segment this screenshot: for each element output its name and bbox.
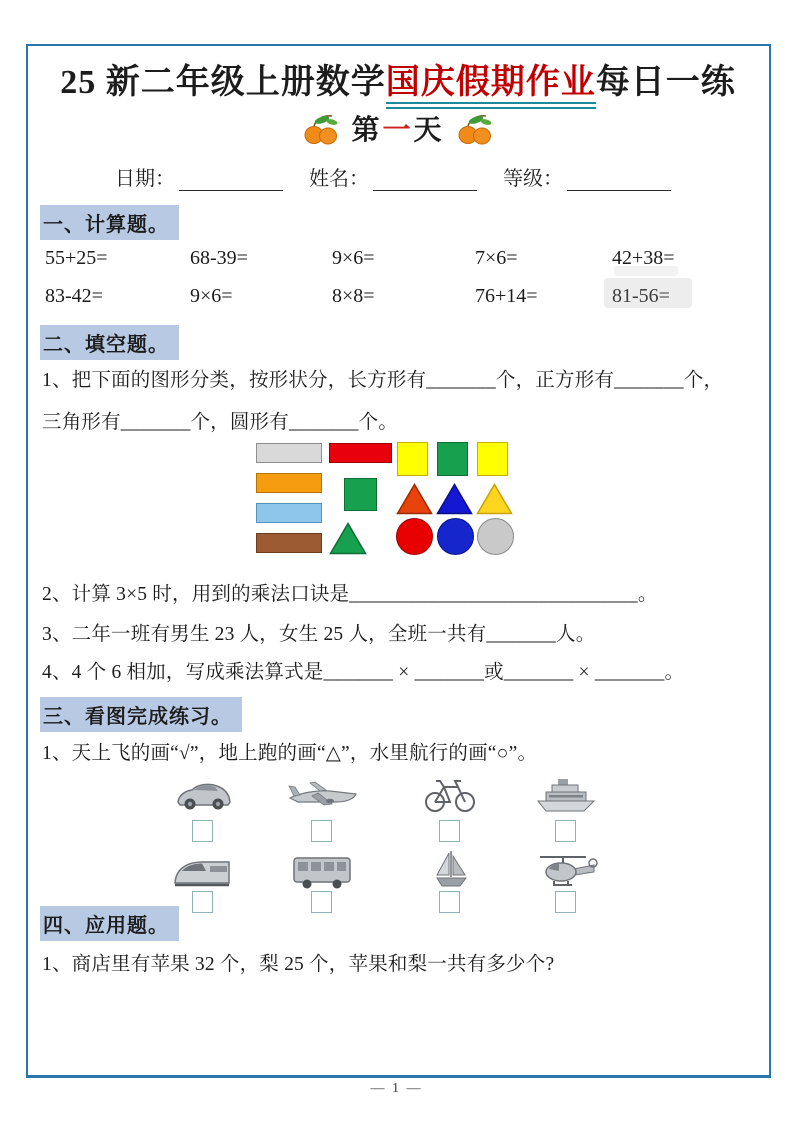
calc-problem: 9×6= bbox=[332, 247, 375, 269]
day-suffix: 天 bbox=[413, 115, 445, 146]
calc-problem: 9×6= bbox=[190, 285, 233, 307]
section-4-heading: 四、应用题。 bbox=[40, 906, 179, 941]
yellow-triangle-shape bbox=[476, 483, 513, 515]
blue-triangle-shape bbox=[436, 483, 473, 515]
oranges-icon bbox=[455, 110, 495, 146]
calc-problem: 68-39= bbox=[190, 247, 248, 269]
fill-q4: 4、4 个 6 相加，写成乘法算式是_______ × _______或_______ × _______。 bbox=[42, 662, 685, 683]
section-2-heading: 二、填空题。 bbox=[40, 325, 179, 360]
calc-problem: 42+38= bbox=[612, 247, 675, 269]
page-number: — 1 — bbox=[370, 1081, 423, 1096]
day-prefix: 第 bbox=[351, 115, 383, 146]
helicopter-image bbox=[524, 847, 608, 895]
section-1-heading: 一、计算题。 bbox=[40, 205, 179, 240]
answer-checkbox bbox=[192, 820, 213, 842]
sailboat-image bbox=[408, 847, 492, 895]
high-speed-train-image bbox=[161, 847, 245, 895]
airplane-image bbox=[280, 770, 364, 818]
orange-rectangle-shape bbox=[256, 473, 322, 493]
calc-problem: 7×6= bbox=[475, 247, 518, 269]
oranges-icon bbox=[301, 110, 341, 146]
red-triangle-shape bbox=[396, 483, 433, 515]
calc-problem: 81-56= bbox=[612, 285, 670, 307]
date-blank bbox=[179, 168, 283, 191]
calc-problem: 76+14= bbox=[475, 285, 538, 307]
lightblue-rectangle-shape bbox=[256, 503, 322, 523]
blue-circle-shape bbox=[437, 518, 474, 555]
cruise-ship-image bbox=[524, 770, 608, 818]
day-accent: 一 bbox=[382, 115, 414, 146]
bicycle-image bbox=[408, 770, 492, 818]
calc-problem: 8×8= bbox=[332, 285, 375, 307]
header-fields bbox=[115, 162, 715, 191]
gray-rectangle-shape bbox=[256, 443, 322, 463]
fill-q1-line2: 三角形有_______个，圆形有_______个。 bbox=[42, 412, 399, 433]
name-blank bbox=[373, 168, 477, 191]
name-field bbox=[309, 162, 477, 191]
answer-checkbox bbox=[555, 820, 576, 842]
grade-field bbox=[503, 162, 671, 191]
fill-q3: 3、二年一班有男生 23 人，女生 25 人，全班一共有_______人。 bbox=[42, 624, 596, 645]
answer-checkbox bbox=[555, 891, 576, 913]
date-field bbox=[115, 162, 283, 191]
page-title bbox=[26, 54, 770, 103]
calc-problem: 55+25= bbox=[45, 247, 108, 269]
answer-checkbox bbox=[192, 891, 213, 913]
brown-rectangle-shape bbox=[256, 533, 322, 553]
title-prefix: 25 新二年级上册数学 bbox=[60, 64, 386, 101]
green-square-middle-shape bbox=[344, 478, 377, 511]
answer-checkbox bbox=[439, 820, 460, 842]
section-3-heading: 三、看图完成练习。 bbox=[40, 697, 242, 732]
pictures-q1: 1、天上飞的画“√”，地上跑的画“△”，水里航行的画“○”。 bbox=[42, 743, 538, 764]
fill-q2: 2、计算 3×5 时，用到的乘法口诀是_____________________________。 bbox=[42, 584, 658, 605]
grade-blank bbox=[567, 168, 671, 191]
title-highlight: 国庆假期作业 bbox=[386, 64, 596, 109]
red-circle-shape bbox=[396, 518, 433, 555]
answer-checkbox bbox=[311, 891, 332, 913]
fill-q1-line1: 1、把下面的图形分类，按形状分，长方形有_______个，正方形有_______个， bbox=[42, 370, 724, 391]
answer-checkbox bbox=[311, 820, 332, 842]
bus-image bbox=[280, 847, 364, 895]
day-text bbox=[351, 108, 444, 148]
red-rectangle-shape bbox=[329, 443, 392, 463]
answer-checkbox bbox=[439, 891, 460, 913]
name-label: 姓名： bbox=[309, 168, 369, 190]
title-suffix: 每日一练 bbox=[595, 64, 736, 101]
car-image bbox=[161, 770, 245, 818]
gray-circle-shape bbox=[477, 518, 514, 555]
green-square-top-shape bbox=[437, 442, 468, 476]
yellow-square-left-shape bbox=[397, 442, 428, 476]
yellow-square-right-shape bbox=[477, 442, 508, 476]
grade-label: 等级： bbox=[503, 168, 563, 190]
word-q1: 1、商店里有苹果 32 个，梨 25 个，苹果和梨一共有多少个? bbox=[42, 954, 555, 975]
green-triangle-shape bbox=[329, 522, 367, 555]
calc-problem: 83-42= bbox=[45, 285, 103, 307]
date-label: 日期： bbox=[115, 168, 175, 190]
day-subtitle bbox=[26, 108, 770, 148]
